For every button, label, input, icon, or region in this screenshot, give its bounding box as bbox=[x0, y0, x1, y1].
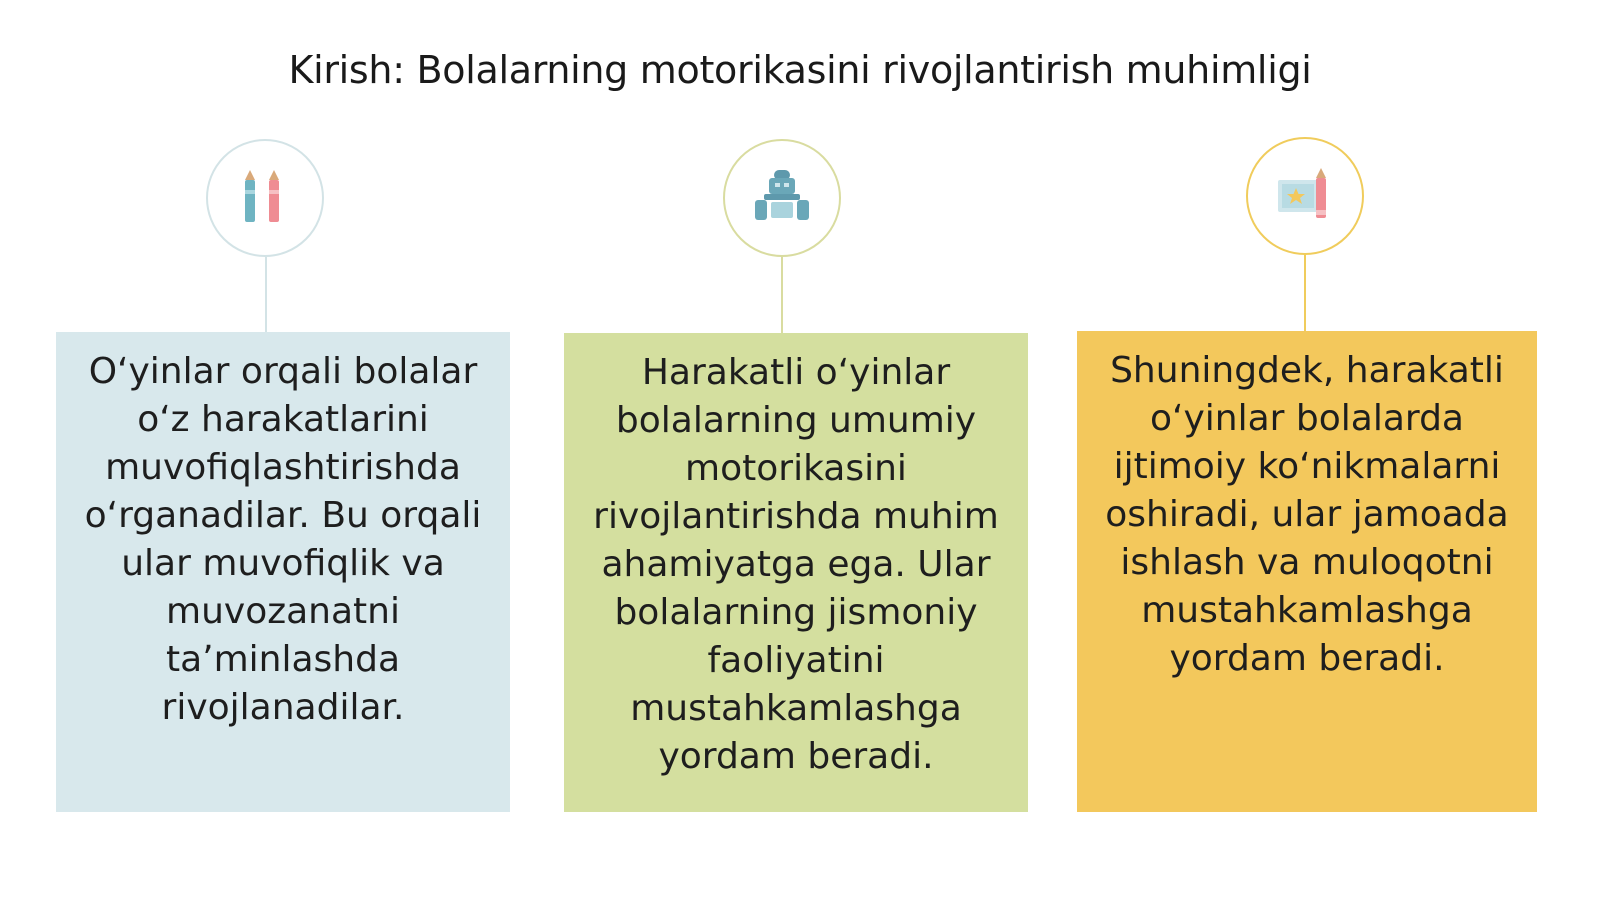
card-text-3: Shuningdek, harakatli o‘yinlar bolalarda ijtimoiy ko‘nikmalarni oshiradi, ular jamoada ishlash va muloqotni mustahkamlashga yordam beradi. bbox=[1105, 350, 1509, 679]
card-text-2: Harakatli o‘yinlar bolalarning umumiy motorikasini rivojlantirishda muhim ahamiyatga ega. Ular bolalarning jismoniy faoliyatini mustahkamlashga yordam beradi. bbox=[593, 352, 999, 777]
icon-circle-2 bbox=[723, 139, 841, 257]
connector-line-3 bbox=[1304, 255, 1306, 331]
info-card-2 bbox=[564, 333, 1028, 812]
icon-circle-3 bbox=[1246, 137, 1364, 255]
connector-line-2 bbox=[781, 257, 783, 333]
connector-line-1 bbox=[265, 257, 267, 332]
drawing-pencil-icon bbox=[1276, 166, 1334, 226]
info-card-1 bbox=[56, 332, 510, 812]
pencils-icon bbox=[241, 168, 289, 228]
robot-toy-icon bbox=[752, 168, 812, 228]
info-card-3 bbox=[1077, 331, 1537, 812]
card-text-1: O‘yinlar orqali bolalar o‘z harakatlarini muvofiqlashtirishda o‘rganadilar. Bu orqali ular muvofiqlik va muvozanatni ta’minlashda rivojlanadilar. bbox=[84, 351, 482, 728]
icon-circle-1 bbox=[206, 139, 324, 257]
page-title: Kirish: Bolalarning motorikasini rivojlantirish muhimligi bbox=[288, 48, 1312, 92]
